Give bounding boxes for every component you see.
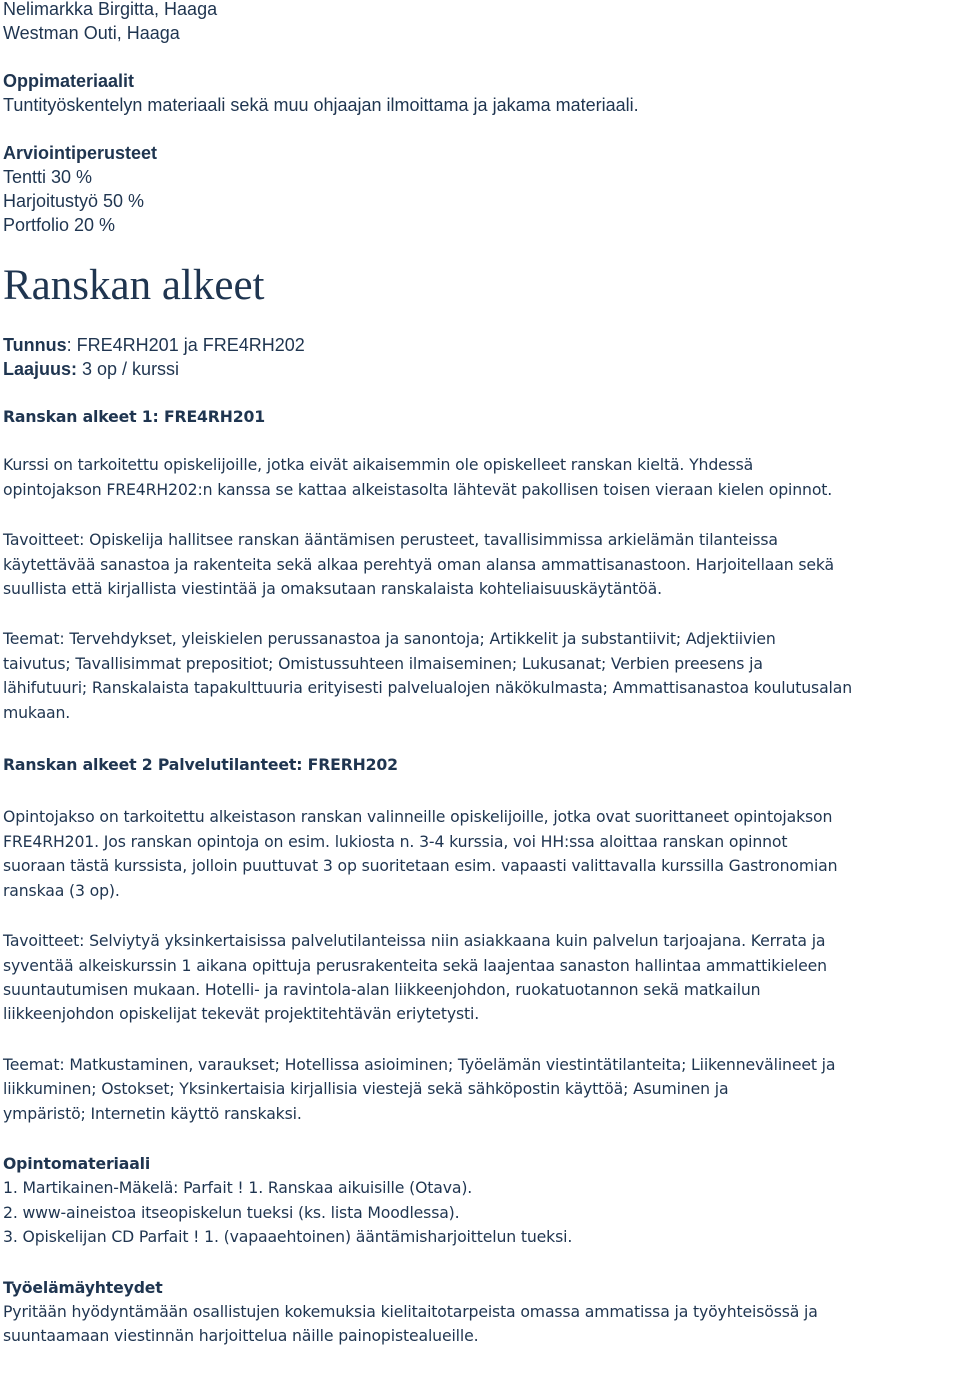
part2-intro-line: ranskaa (3 op).	[3, 880, 120, 900]
part1-section	[3, 405, 960, 725]
part2-goals-line: Tavoitteet: Selviytyä yksinkertaisissa palvelutilanteissa niin asiakkaana kuin palvelun tarjoajana. Kerrata ja	[3, 931, 826, 951]
part1-goals-line: käytettävää sanastoa ja rakenteita sekä alkaa perehtyä oman alansa ammattisanastoon. Harjoitellaan sekä	[3, 554, 834, 574]
part1-goals-line: suullista että kirjallista viestintää ja omaksutaan ranskalaista kohteliaisuuskäytäntöä.	[3, 579, 662, 599]
study-materials-item: 1. Martikainen-Mäkelä: Parfait ! 1. Ranskaa aikuisille (Otava).	[3, 1178, 473, 1198]
part2-section	[3, 753, 960, 1126]
part1-intro-line: opintojakson FRE4RH202:n kanssa se kattaa alkeistasolta lähtevät pakollisen toisen vieraan kielen opinnot.	[3, 479, 833, 499]
assessment-item: Portfolio 20 %	[3, 215, 116, 235]
part2-heading: Ranskan alkeet 2 Palvelutilanteet: FRERH202	[3, 755, 398, 775]
part2-topics-line: Teemat: Matkustaminen, varaukset; Hotellissa asioiminen; Työelämän viestintätilanteita; Liikennevälineet ja	[3, 1054, 836, 1074]
part1-topics-line: lähifutuuri; Ranskalaista tapakulttuuria erityisesti palvelualojen näkökulmasta; Ammattisanastoa koulutusalan	[3, 678, 852, 698]
part1-heading: Ranskan alkeet 1: FRE4RH201	[3, 407, 266, 426]
part1-intro-line: Kurssi on tarkoitettu opiskelijoille, jotka eivät aikaisemmin ole opiskelleet ranskan kieltä. Yhdessä	[3, 455, 754, 475]
materials-heading: Oppimateriaalit	[3, 71, 135, 91]
assessment-heading: Arviointiperusteet	[3, 143, 158, 163]
study-materials-heading: Opintomateriaali	[3, 1153, 151, 1173]
materials-section	[3, 69, 960, 117]
course-code	[3, 333, 960, 357]
materials-text: Tuntityöskentelyn materiaali sekä muu ohjaajan ilmoittama ja jakama materiaali.	[3, 95, 639, 115]
authors-block	[3, 0, 960, 45]
part1-topics-line: mukaan.	[3, 702, 71, 722]
part2-intro-line: Opintojakso on tarkoitettu alkeistason ranskan valinneille opiskelijoille, jotka ovat suorittaneet opintojakson	[3, 807, 833, 827]
work-life-line: suuntaamaan viestinnän harjoittelua näille painopistealueille.	[3, 1326, 479, 1346]
course-code-value: : FRE4RH201 ja FRE4RH202	[66, 335, 305, 355]
author-line: Westman Outi, Haaga	[3, 23, 180, 43]
assessment-item: Tentti 30 %	[3, 167, 93, 187]
study-materials-section	[3, 1152, 960, 1250]
course-title: Ranskan alkeet	[3, 262, 265, 309]
part2-goals-line: liikkeenjohdon opiskelijat tekevät projektitehtävän eriytetysti.	[3, 1004, 480, 1024]
study-materials-item: 3. Opiskelijan CD Parfait ! 1. (vapaaehtoinen) ääntämisharjoittelun tueksi.	[3, 1227, 573, 1247]
course-code-label: Tunnus	[3, 335, 67, 355]
part2-topics-line: ympäristö; Internetin käyttö ranskaksi.	[3, 1103, 302, 1123]
part1-topics-line: Teemat: Tervehdykset, yleiskielen perussanastoa ja sanontoja; Artikkelit ja substantiivit; Adjektiivien	[3, 629, 776, 649]
work-life-section	[3, 1276, 960, 1349]
part2-topics-line: liikkuminen; Ostokset; Yksinkertaisia kirjallisia viestejä sekä sähköpostin käyttöä; Asuminen ja	[3, 1079, 729, 1099]
author-line: Nelimarkka Birgitta, Haaga	[3, 0, 218, 19]
part2-intro-line: suoraan tästä kurssista, jolloin puuttuvat 3 op suoritetaan esim. vapaasti valittavalla kurssilla Gastronomian	[3, 856, 838, 876]
part2-goals-line: suuntautumisen mukaan. Hotelli- ja ravintola-alan liikkeenjohdon, ruokatuotannon sekä matkailun	[3, 979, 761, 999]
part2-goals-line: syventää alkeiskurssin 1 aikana opittuja perusrakenteita sekä laajentaa sanaston hallintaa ammattikieleen	[3, 955, 827, 975]
course-scope-value: 3 op / kurssi	[77, 359, 180, 379]
course-scope	[3, 357, 960, 381]
part1-topics-line: taivutus; Tavallisimmat prepositiot; Omistussuhteen ilmaiseminen; Lukusanat; Verbien preesens ja	[3, 653, 763, 673]
assessment-section	[3, 141, 960, 237]
work-life-line: Pyritään hyödyntämään osallistujen kokemuksia kielitaitotarpeista omassa ammatissa ja työyhteisössä ja	[3, 1301, 818, 1321]
assessment-item: Harjoitustyö 50 %	[3, 191, 145, 211]
work-life-heading: Työelämäyhteydet	[3, 1277, 163, 1297]
part1-goals-line: Tavoitteet: Opiskelija hallitsee ranskan ääntämisen perusteet, tavallisimmissa arkielämän tilanteissa	[3, 530, 778, 550]
course-meta	[3, 333, 960, 381]
study-materials-item: 2. www-aineistoa itseopiskelun tueksi (ks. lista Moodlessa).	[3, 1202, 460, 1222]
course-scope-label: Laajuus:	[3, 359, 78, 379]
part2-intro-line: FRE4RH201. Jos ranskan opintoja on esim. lukiosta n. 3-4 kurssia, voi HH:ssa aloittaa ranskan opinnot	[3, 831, 788, 851]
